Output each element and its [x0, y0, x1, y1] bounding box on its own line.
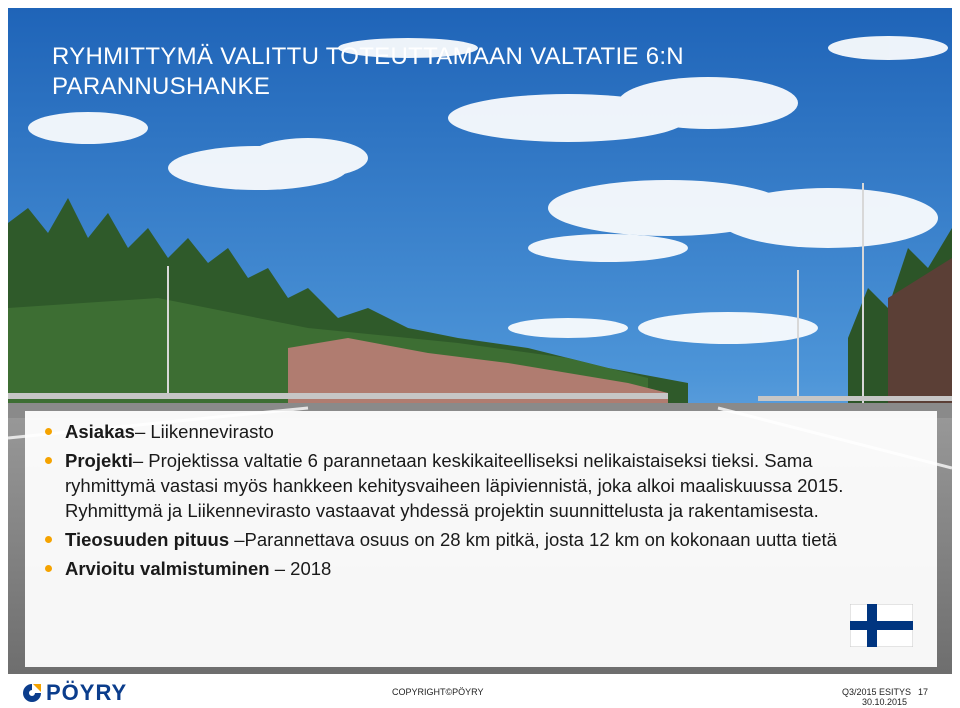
bullet-client — [33, 419, 893, 444]
title-line-1: RYHMITTYMÄ VALITTU TOTEUTTAMAAN VALTATIE 6:N — [52, 43, 684, 70]
poyry-logo — [22, 682, 127, 704]
bullet-length — [33, 527, 893, 552]
bullet-label: Tieosuuden pituus — [65, 529, 230, 550]
bullet-separator: – — [229, 529, 245, 550]
bullet-icon — [45, 536, 52, 543]
page-number: 17 — [918, 687, 929, 697]
bullet-label: Asiakas — [65, 421, 135, 442]
bullet-text: Parannettava osuus on 28 km pitkä, josta 12 km on kokonaan uutta tietä — [244, 529, 837, 550]
presentation-label: Q3/2015 ESITYS — [842, 687, 912, 697]
bullet-list — [33, 419, 893, 585]
slide-title — [52, 42, 872, 102]
content-box — [25, 411, 937, 667]
copyright-text: COPYRIGHT©PÖYRY — [392, 687, 484, 697]
bullet-text: Liikennevirasto — [150, 421, 274, 442]
title-line-2: PARANNUSHANKE — [52, 73, 271, 100]
logo-text: PÖYRY — [46, 680, 128, 705]
bullet-label: Projekti — [65, 450, 133, 471]
slide — [8, 8, 952, 674]
bullet-icon — [45, 565, 52, 572]
bullet-separator: – — [269, 558, 291, 579]
bullet-icon — [45, 457, 52, 464]
finland-flag-icon — [850, 604, 913, 647]
bullet-label: Arvioitu valmistuminen — [65, 558, 270, 579]
bullet-project — [33, 448, 893, 523]
bullet-icon — [45, 428, 52, 435]
presentation-date: 30.10.2015 — [862, 697, 908, 707]
bullet-text: Projektissa valtatie 6 parannetaan keskikaiteelliseksi nelikaistaiseksi tieksi. Sama ryhmittymä vastasi myös hankkeen kehitysvaiheen läpiviennistä, joka alkoi maaliskuussa 2015. Ryhmittymä ja Liikennevirasto vastaavat yhdessä projektin suunnittelusta ja rakentamisesta. — [65, 450, 844, 521]
bullet-separator: – — [132, 450, 149, 471]
bullet-completion — [33, 556, 893, 581]
footer — [0, 676, 960, 708]
poyry-logo-icon — [22, 683, 42, 703]
bullet-text: 2018 — [290, 558, 332, 579]
bullet-separator: – — [134, 421, 151, 442]
